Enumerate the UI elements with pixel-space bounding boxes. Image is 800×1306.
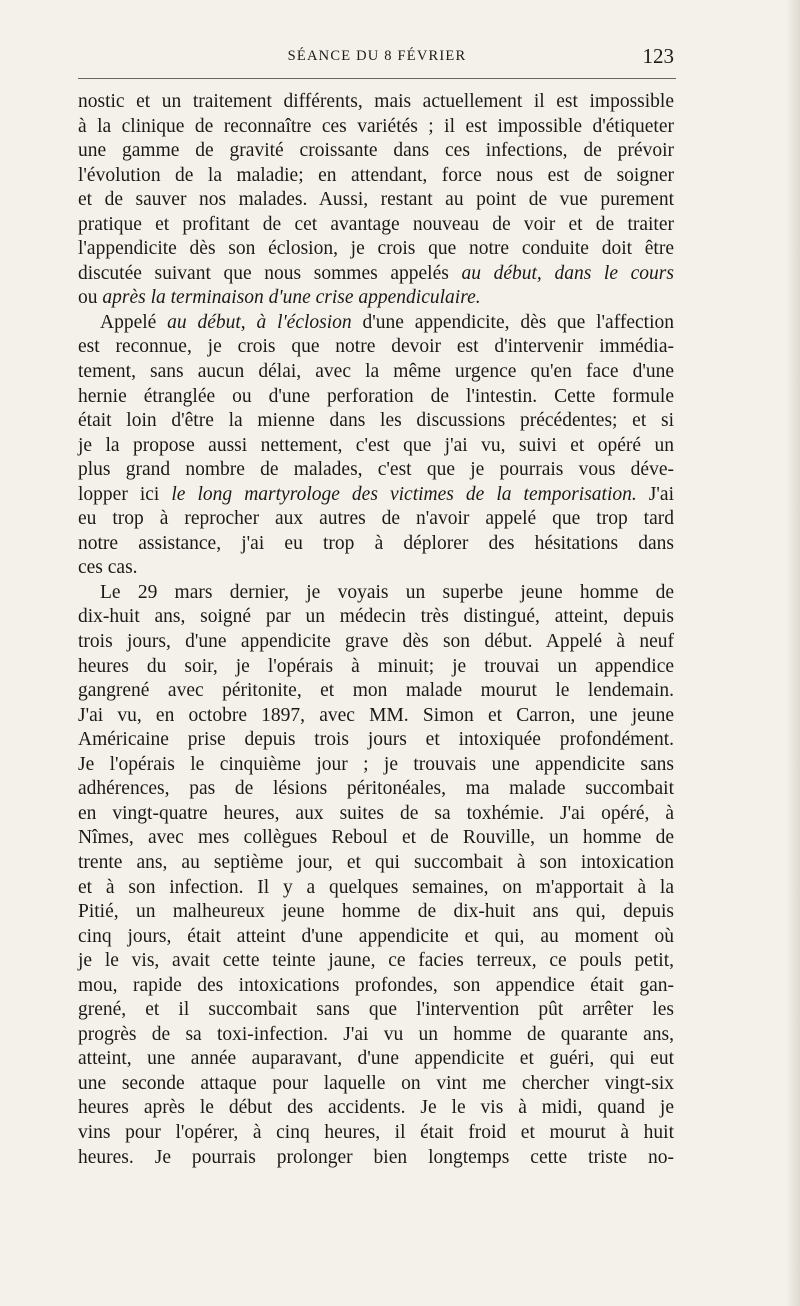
body-text: [78, 90, 674, 1170]
text-run: J'ai vu, en octobre 1897, avec MM. Simon et Carron, une jeune: [78, 704, 674, 726]
text-line: [78, 679, 674, 704]
text-line: [78, 1146, 674, 1171]
text-run: grené, et il succombait sans que l'intervention pût arrêter les: [78, 999, 674, 1021]
text-run: J'ai: [636, 483, 674, 505]
text-line: [78, 507, 674, 532]
text-line: [78, 802, 674, 827]
text-run: trente ans, au septième jour, et qui succombait à son intoxication: [78, 851, 674, 873]
text-run: nostic et un traitement différents, mais actuellement il est impossible: [78, 91, 674, 112]
text-line: [78, 237, 674, 262]
text-line: [78, 998, 674, 1023]
text-run: à la clinique de reconnaître ces variétés ; il est impossible d'étiqueter: [78, 115, 674, 137]
text-line: [78, 876, 674, 901]
text-line: [78, 753, 674, 778]
text-line: [78, 1121, 674, 1146]
running-title: SÉANCE DU 8 FÉVRIER: [287, 48, 467, 64]
text-line: [78, 213, 674, 238]
text-run: progrès de sa toxi-infection. J'ai vu un homme de quarante ans,: [78, 1023, 674, 1045]
text-run: trois jours, d'une appendicite grave dès son début. Appelé à neuf: [78, 631, 674, 653]
text-run: l'appendicite dès son éclosion, je crois que notre conduite doit être: [78, 238, 674, 260]
text-run: Appelé: [100, 311, 168, 333]
page-number: 123: [642, 44, 674, 68]
text-run: vins pour l'opérer, à cinq heures, il était froid et mourut à huit: [78, 1121, 674, 1143]
text-line: [78, 115, 674, 140]
text-run: d'une appendicite, dès que l'affection: [351, 311, 674, 333]
text-line: [78, 655, 674, 680]
text-run: l'évolution de la maladie; en attendant, force nous est de soigner: [78, 164, 674, 186]
text-run: je le vis, avait cette teinte jaune, ce facies terreux, ce pouls petit,: [78, 950, 674, 972]
text-run: heures après le début des accidents. Je le vis à midi, quand je: [78, 1097, 674, 1119]
italic-run: au début, à l'éclosion: [167, 311, 352, 333]
text-run: discutée suivant que nous sommes appelés: [78, 262, 462, 284]
text-run: Je l'opérais le cinquième jour ; je trouvais une appendicite sans: [78, 753, 674, 775]
text-line: [78, 188, 674, 213]
page-header: [78, 44, 676, 79]
text-line: [78, 704, 674, 729]
text-line: [78, 532, 674, 557]
text-run: et à son infection. Il y a quelques semaines, on m'apportait à la: [78, 876, 674, 898]
text-run: adhérences, pas de lésions péritonéales, ma malade succombait: [78, 778, 674, 800]
text-run: Américaine prise depuis trois jours et intoxiquée profondément.: [78, 729, 674, 751]
text-run: cinq jours, était atteint d'une appendicite et qui, au moment où: [78, 925, 674, 947]
text-run: une seconde attaque pour laquelle on vint me chercher vingt-six: [78, 1072, 674, 1094]
text-run: plus grand nombre de malades, c'est que je pourrais vous déve-: [78, 459, 674, 481]
text-run: mou, rapide des intoxications profondes, son appendice était gan-: [78, 974, 674, 996]
paragraph: [78, 311, 674, 581]
text-run: était loin d'être la mienne dans les discussions précédentes; et si: [78, 410, 674, 432]
text-line: [78, 900, 674, 925]
text-run: tement, sans aucun délai, avec la même urgence qu'en face d'une: [78, 361, 674, 383]
text-line: [78, 1023, 674, 1048]
text-line: [78, 581, 674, 606]
text-line: [78, 851, 674, 876]
text-line: [78, 360, 674, 385]
text-run: gangrené avec péritonite, et mon malade mourut le lendemain.: [78, 680, 674, 702]
text-run: Pitié, un malheureux jeune homme de dix-huit ans qui, depuis: [78, 901, 674, 923]
italic-run: après la terminaison d'une crise appendiculaire.: [102, 287, 481, 309]
text-line: [78, 1096, 674, 1121]
paragraph: [78, 90, 674, 311]
text-line: [78, 409, 674, 434]
text-line: [78, 335, 674, 360]
text-line: [78, 1047, 674, 1072]
italic-run: au début, dans le cours: [461, 262, 674, 284]
text-line: [78, 139, 674, 164]
text-line: [78, 483, 674, 508]
text-line: [78, 974, 674, 999]
text-run: en vingt-quatre heures, aux suites de sa toxhémie. J'ai opéré, à: [78, 802, 674, 824]
text-line: [78, 164, 674, 189]
text-line: [78, 826, 674, 851]
text-run: eu trop à reprocher aux autres de n'avoir appelé que trop tard: [78, 508, 674, 530]
text-line: [78, 385, 674, 410]
italic-run: le long martyrologe des victimes de la temporisation.: [171, 483, 637, 505]
text-run: heures du soir, je l'opérais à minuit; je trouvai un appendice: [78, 655, 674, 677]
page-edge-shadow: [786, 0, 800, 1306]
text-run: je la propose aussi nettement, c'est que j'ai vu, suivi et opéré un: [78, 434, 674, 456]
text-run: notre assistance, j'ai eu trop à déplorer des hésitations dans: [78, 532, 674, 554]
text-run: ou: [78, 287, 103, 309]
text-line: [78, 311, 674, 336]
text-line: [78, 90, 674, 115]
text-line: [78, 556, 674, 581]
text-run: est reconnue, je crois que notre devoir est d'intervenir immédia-: [78, 336, 674, 358]
text-line: [78, 262, 674, 287]
text-run: heures. Je pourrais prolonger bien longtemps cette triste no-: [78, 1146, 674, 1168]
text-line: [78, 630, 674, 655]
text-run: Le 29 mars dernier, je voyais un superbe jeune homme de: [100, 581, 674, 603]
paragraph: [78, 581, 674, 1170]
text-line: [78, 458, 674, 483]
text-line: [78, 1072, 674, 1097]
text-run: atteint, une année auparavant, d'une appendicite et guéri, qui eut: [78, 1048, 674, 1070]
text-line: [78, 286, 674, 311]
text-line: [78, 925, 674, 950]
text-line: [78, 728, 674, 753]
text-run: une gamme de gravité croissante dans ces infections, de prévoir: [78, 140, 674, 162]
text-line: [78, 777, 674, 802]
text-run: ces cas.: [78, 557, 138, 579]
text-run: et de sauver nos malades. Aussi, restant au point de vue purement: [78, 189, 674, 211]
text-line: [78, 949, 674, 974]
text-line: [78, 434, 674, 459]
text-line: [78, 605, 674, 630]
text-run: pratique et profitant de cet avantage nouveau de voir et de traiter: [78, 213, 674, 235]
text-run: dix-huit ans, soigné par un médecin très distingué, atteint, depuis: [78, 606, 674, 628]
text-run: lopper ici: [78, 483, 172, 505]
text-run: Nîmes, avec mes collègues Reboul et de Rouville, un homme de: [78, 827, 674, 849]
text-run: hernie étranglée ou d'une perforation de l'intestin. Cette formule: [78, 385, 674, 407]
